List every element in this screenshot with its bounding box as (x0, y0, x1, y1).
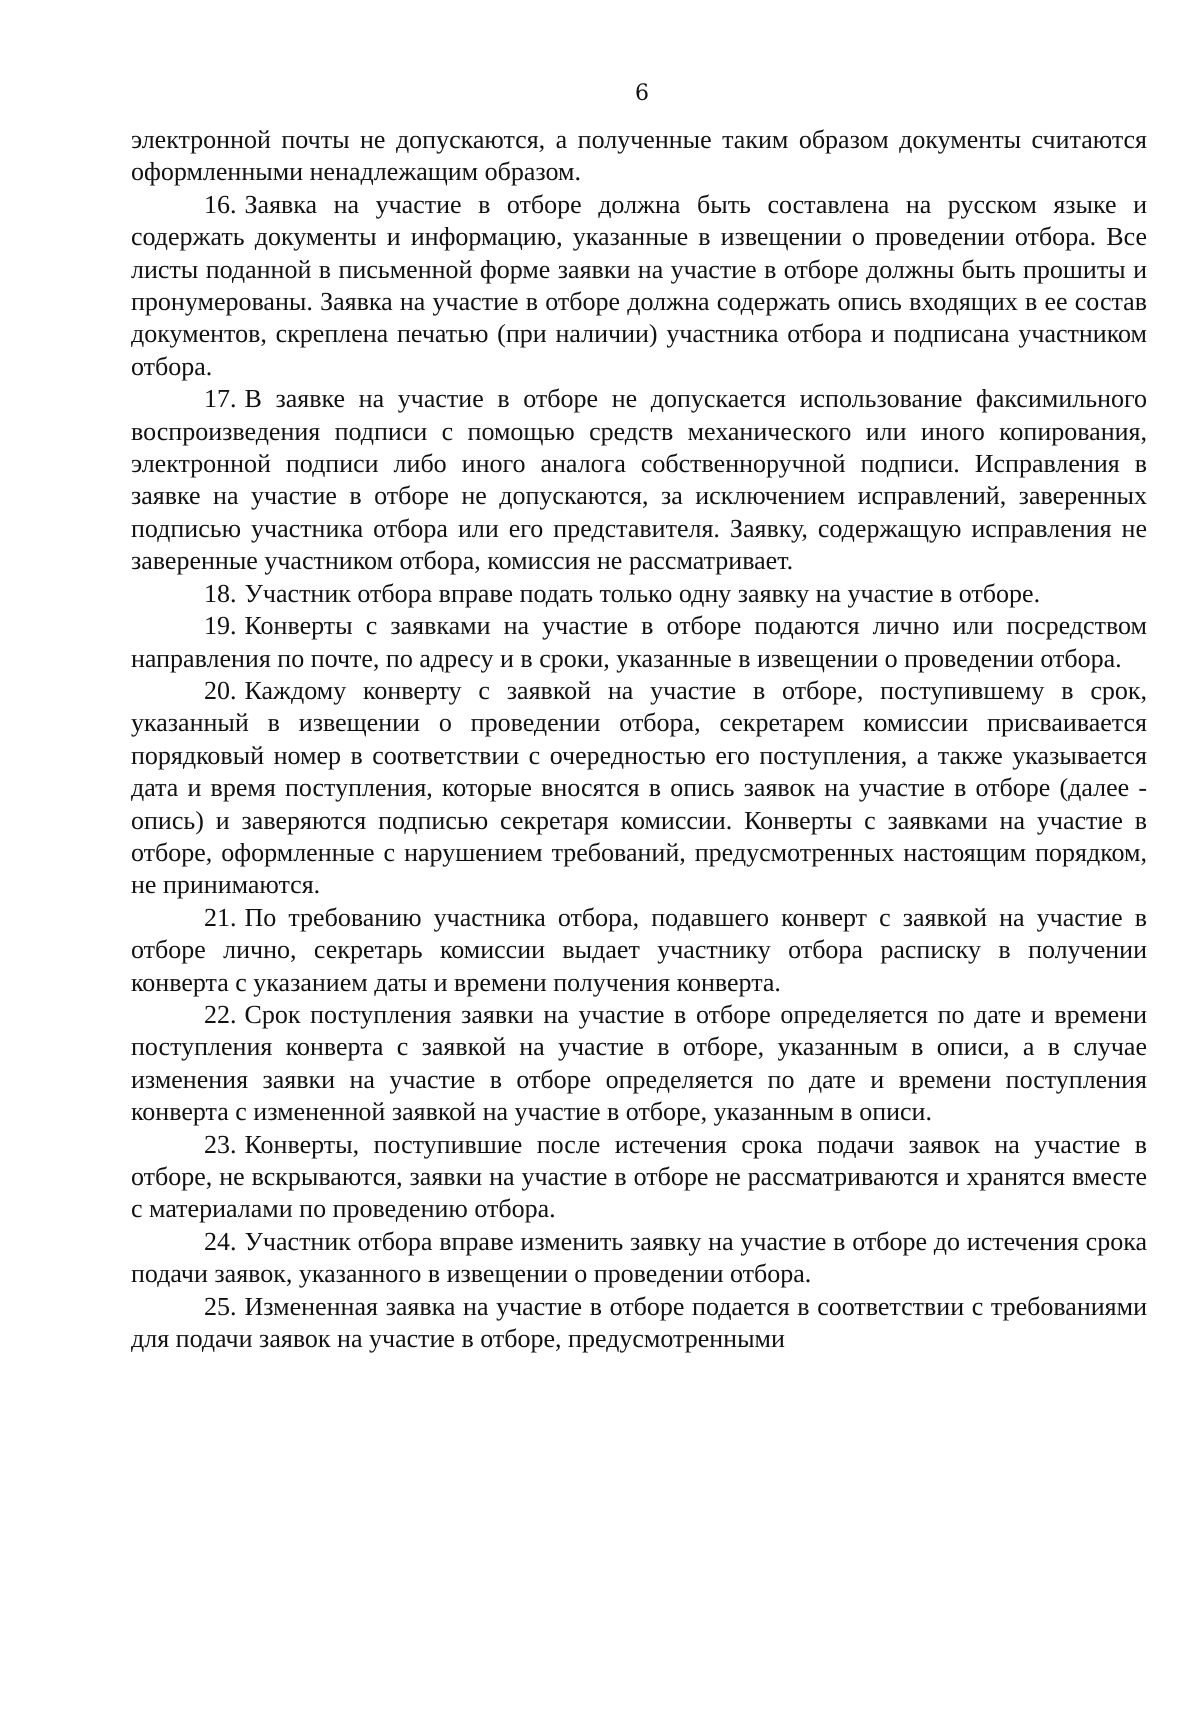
clause-number: 16. (204, 189, 237, 219)
clause-24 (131, 1226, 1147, 1291)
clause-number: 19. (204, 611, 237, 641)
clause-text: Каждому конверту с заявкой на участие в отборе, поступившему в срок, указанный в извещении о проведении отбора, секретарем комиссии присваивается порядковый номер в соответствии с очередностью его поступления, а также указывается дата и время поступления, которые вносятся в опись заявок на участие в отборе (далее - опись) и заверяются подписью секретаря комиссии. Конверты с заявками на участие в отборе, оформленные с нарушением требований, предусмотренных настоящим порядком, не принимаются. (131, 675, 1147, 900)
clause-text: Участник отбора вправе изменить заявку на участие в отборе до истечения срока подачи заявок, указанного в извещении о проведении отбора. (131, 1226, 1147, 1289)
clause-number: 21. (204, 902, 237, 932)
clause-25 (131, 1291, 1147, 1356)
clause-number: 18. (204, 578, 237, 608)
clause-16 (131, 189, 1147, 383)
clause-text: Срок поступления заявки на участие в отборе определяется по дате и времени поступления конверта с заявкой на участие в отборе, указанным в описи, а в случае изменения заявки на участие в отборе определяется по дате и времени поступления конверта с измененной заявкой на участие в отборе, указанным в описи. (131, 999, 1147, 1127)
clause-number: 23. (204, 1129, 237, 1159)
paragraph-text: электронной почты не допускаются, а полученные таким образом документы считаются оформленными ненадлежащим образом. (131, 125, 1147, 187)
clause-number: 25. (204, 1291, 237, 1321)
clause-text: По требованию участника отбора, подавшего конверт с заявкой на участие в отборе лично, секретарь комиссии выдает участнику отбора расписку в получении конверта с указанием даты и времени получения конверта. (131, 902, 1147, 997)
clause-21 (131, 902, 1147, 999)
clause-text: Конверты с заявками на участие в отборе подаются лично или посредством направления по почте, по адресу и в сроки, указанные в извещении о проведении отбора. (131, 611, 1147, 673)
clause-text: В заявке на участие в отборе не допускается использование факсимильного воспроизведения подписи с помощью средств механического или иного копирования, электронной подписи либо иного аналога собственноручной подписи. Исправления в заявке на участие в отборе не допускаются, за исключением исправлений, заверенных подписью участника отбора или его представителя. Заявку, содержащую исправления не заверенные участником отбора, комиссия не рассматривает. (131, 384, 1147, 576)
clause-text: Заявка на участие в отборе должна быть составлена на русском языке и содержать документы и информацию, указанные в извещении о проведении отбора. Все листы поданной в письменной форме заявки на участие в отборе должны быть прошиты и пронумерованы. Заявка на участие в отборе должна содержать опись входящих в ее состав документов, скреплена печатью (при наличии) участника отбора и подписана участником отбора. (131, 189, 1147, 381)
document-text (131, 124, 1147, 1355)
clause-18 (131, 578, 1147, 610)
paragraph-continuation (131, 124, 1147, 189)
page-number: 6 (635, 81, 649, 106)
clause-20 (131, 675, 1147, 902)
clause-19 (131, 610, 1147, 675)
clause-text: Конверты, поступившие после истечения срока подачи заявок на участие в отборе, не вскрываются, заявки на участие в отборе не рассматриваются и хранятся вместе с материалами по проведению отбора. (131, 1129, 1147, 1224)
clause-text: Измененная заявка на участие в отборе подается в соответствии с требованиями для подачи заявок на участие в отборе, предусмотренными (131, 1291, 1147, 1354)
clause-text: Участник отбора вправе подать только одну заявку на участие в отборе. (244, 578, 1041, 608)
clause-number: 24. (204, 1226, 237, 1256)
clause-23 (131, 1129, 1147, 1226)
clause-17 (131, 383, 1147, 577)
clause-22 (131, 999, 1147, 1129)
clause-number: 20. (204, 675, 237, 705)
clause-number: 22. (204, 999, 237, 1029)
clause-number: 17. (204, 384, 237, 414)
